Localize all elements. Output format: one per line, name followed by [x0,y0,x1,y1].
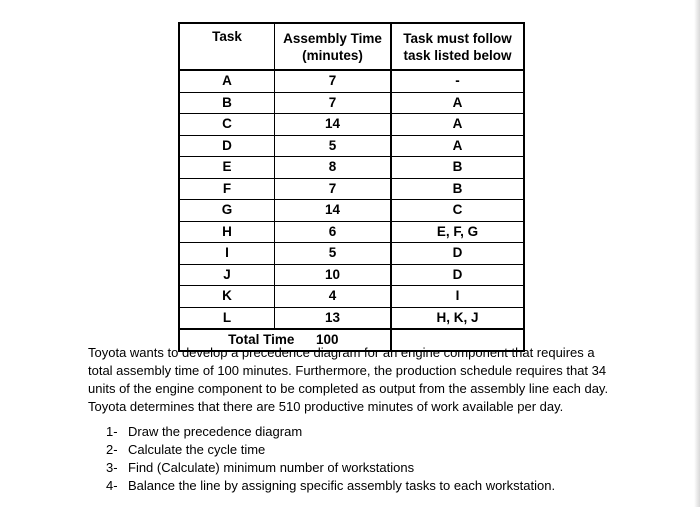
problem-statement: Toyota wants to develop a precedence diagram for an engine component that requires a total assembly time of 100 minutes. Furthermore, the production schedule requires that 34 units of the engine component to be completed as output from the assembly line each day. Toyota determines that there are 510 productive minutes of work available per day. [88,345,609,414]
cell-task: F [179,178,275,200]
cell-time: 7 [275,92,392,114]
cell-follows: C [391,200,524,222]
task-table [178,22,525,352]
list-item [88,423,555,441]
cell-time: 7 [275,70,392,92]
table-header-row [179,23,524,70]
table-row [179,264,524,286]
cell-follows: A [391,92,524,114]
cell-task: D [179,135,275,157]
list-item-text: Draw the precedence diagram [128,424,303,439]
list-item-text: Find (Calculate) minimum number of workstations [128,460,415,475]
header-assembly-time-unit: (minutes) [302,47,363,63]
list-item-number: 1- [106,424,118,439]
table-row [179,200,524,222]
list-item-number: 2- [106,442,118,457]
cell-task: G [179,200,275,222]
cell-task: E [179,157,275,179]
list-item-number: 4- [106,478,118,493]
table-row [179,307,524,329]
header-assembly-time-label: Assembly Time [283,30,382,46]
cell-time: 4 [275,286,392,308]
total-label: Total Time [228,332,295,347]
list-item-text: Calculate the cycle time [128,442,266,457]
table-row [179,92,524,114]
header-predecessor-line1: Task must follow [403,30,512,46]
cell-follows: I [391,286,524,308]
cell-follows: D [391,264,524,286]
header-predecessor [391,23,524,70]
cell-task: K [179,286,275,308]
cell-task: B [179,92,275,114]
cell-follows: D [391,243,524,265]
cell-follows: B [391,178,524,200]
cell-task: A [179,70,275,92]
cell-time: 14 [275,200,392,222]
cell-time: 5 [275,243,392,265]
header-predecessor-line2: task listed below [403,47,512,63]
page-edge-shadow [694,0,700,507]
cell-task: L [179,307,275,329]
cell-time: 7 [275,178,392,200]
cell-task: H [179,221,275,243]
cell-follows: E, F, G [391,221,524,243]
cell-task: C [179,114,275,136]
cell-follows: A [391,135,524,157]
table-row [179,221,524,243]
cell-follows: - [391,70,524,92]
table-row [179,286,524,308]
header-assembly-time [275,23,392,70]
list-item [88,459,555,477]
cell-follows: B [391,157,524,179]
cell-follows: A [391,114,524,136]
total-value: 100 [315,332,339,347]
list-item-text: Balance the line by assigning specific assembly tasks to each workstation. [128,478,556,493]
table-row [179,243,524,265]
cell-follows: H, K, J [391,307,524,329]
table-row [179,157,524,179]
cell-time: 6 [275,221,392,243]
cell-task: J [179,264,275,286]
table-row [179,135,524,157]
table-row [179,114,524,136]
cell-time: 14 [275,114,392,136]
header-task: Task [179,23,275,70]
cell-time: 8 [275,157,392,179]
cell-time: 5 [275,135,392,157]
list-item [88,477,555,495]
list-item-number: 3- [106,460,118,475]
table-row [179,178,524,200]
table-row [179,70,524,92]
cell-task: I [179,243,275,265]
question-list [88,423,555,495]
list-item [88,441,555,459]
cell-time: 13 [275,307,392,329]
cell-time: 10 [275,264,392,286]
